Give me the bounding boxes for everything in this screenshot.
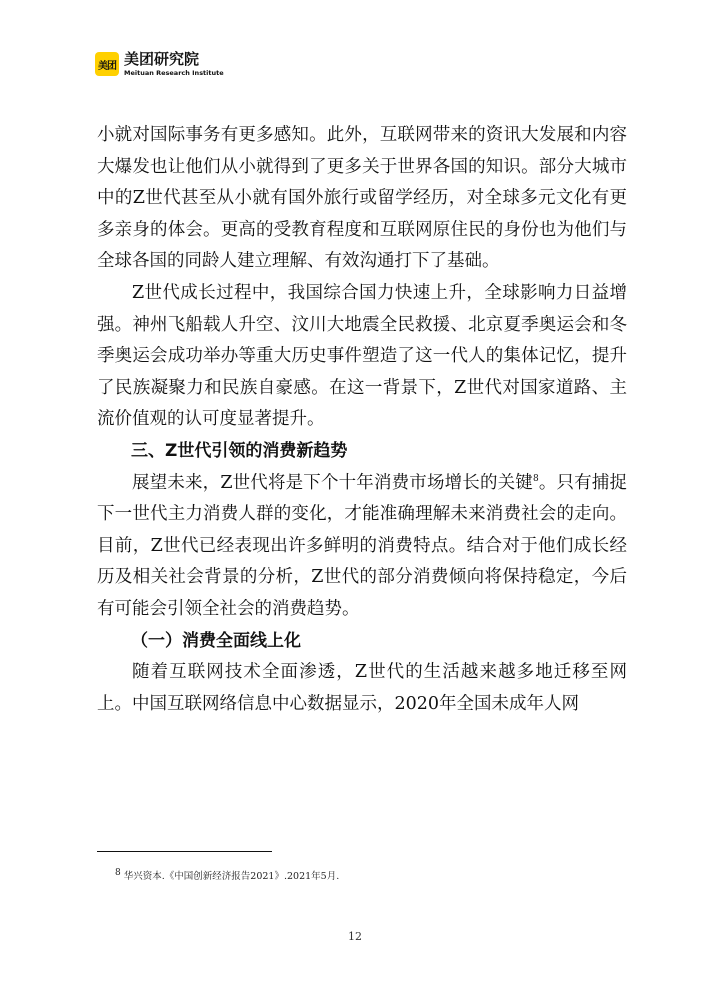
footnote-ref-8[interactable]: 8 [532,473,539,484]
org-name-en: Meituan Research Institute [124,68,224,77]
footnote-marker: 8 [115,867,121,878]
paragraph-3-text-b: 。只有捕捉下一世代主力消费人群的变化，才能准确理解未来消费社会的走向。目前，Z世代已经表现出许多鲜明的消费特点。结合对于他们成长经历及相关社会背景的分析，Z世代的部分消费倾向将保持稳定，今后有可能会引领全社会的消费趋势。 [97,472,627,619]
paragraph-1: 小就对国际事务有更多感知。此外，互联网带来的资讯大发展和内容大爆发也让他们从小就得到了更多关于世界各国的知识。部分大城市中的Z世代甚至从小就有国外旅行或留学经历，对全球多元文化有更多亲身的体会。更高的受教育程度和互联网原住民的身份也为他们与全球各国的同龄人建立理解、有效沟通打下了基础。 [97,125,627,272]
page-number: 12 [348,930,362,943]
page-header [95,49,224,79]
paragraph-3-text-a: 展望未来，Z世代将是下个十年消费市场增长的关键 [132,472,533,493]
section-heading-3: 三、Z世代引领的消费新趋势 [131,440,348,461]
document-body [97,120,627,720]
footnote-8 [115,868,339,882]
footnote-text: 华兴资本.《中国创新经济报告2021》.2021年5月. [123,871,340,882]
meituan-logo-icon [95,52,119,76]
paragraph-3 [97,468,627,626]
footnote-divider [97,851,272,852]
brand-block [124,49,224,77]
org-name-cn: 美团研究院 [124,49,200,68]
subsection-heading-1: （一）消费全面线上化 [131,630,301,651]
logo-mark: 美团 [98,60,116,72]
paragraph-2: Z世代成长过程中，我国综合国力快速上升，全球影响力日益增强。神州飞船载人升空、汶川大地震全民救援、北京夏季奥运会和冬季奥运会成功举办等重大历史事件塑造了这一代人的集体记忆，提升了民族凝聚力和民族自豪感。在这一背景下，Z世代对国家道路、主流价值观的认可度显著提升。 [97,282,627,430]
paragraph-4: 随着互联网技术全面渗透，Z世代的生活越来越多地迁移至网上。中国互联网络信息中心数据显示，2020年全国未成年人网 [97,662,627,714]
